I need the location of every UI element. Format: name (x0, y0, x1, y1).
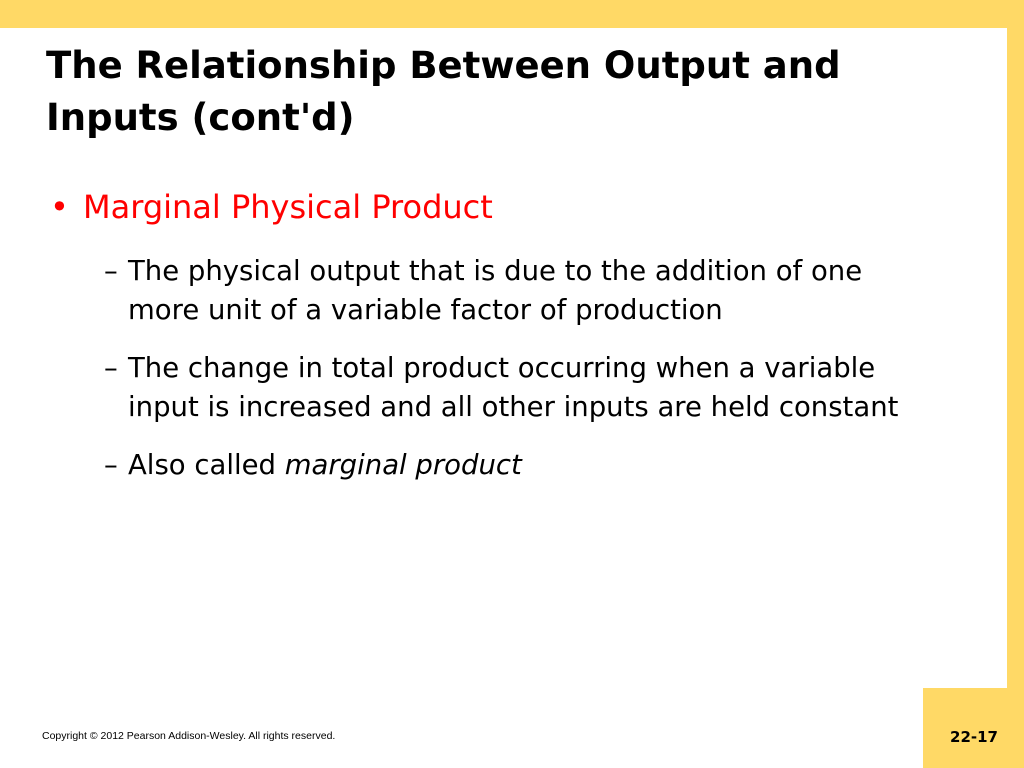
sub-bullet-text: The change in total product occurring when a variable input is increased and all other inputs are held constant (128, 352, 899, 423)
dash-marker: – (104, 255, 118, 287)
sub-bullet-list (104, 252, 934, 505)
bullet-item (50, 183, 950, 231)
slide-frame-top (0, 0, 1024, 28)
bullet-dot: • (50, 188, 69, 226)
page-number: 22-17 (950, 728, 998, 746)
page-number-box (923, 688, 1024, 768)
sub-bullet-emphasis: marginal product (284, 449, 522, 481)
sub-bullet-item (104, 252, 934, 329)
sub-bullet-item (104, 446, 934, 485)
sub-bullet-prefix: Also called (128, 449, 285, 481)
slide-title: The Relationship Between Output and Inputs (cont'd) (46, 44, 841, 139)
sub-bullet-item (104, 349, 934, 426)
sub-bullet-text: The physical output that is due to the addition of one more unit of a variable factor of production (128, 255, 863, 326)
slide-frame-right (1007, 0, 1024, 688)
bullet-text: Marginal Physical Product (83, 188, 493, 226)
copyright-notice: Copyright © 2012 Pearson Addison-Wesley. All rights reserved. (42, 730, 336, 742)
dash-marker: – (104, 352, 118, 384)
dash-marker: – (104, 449, 118, 481)
